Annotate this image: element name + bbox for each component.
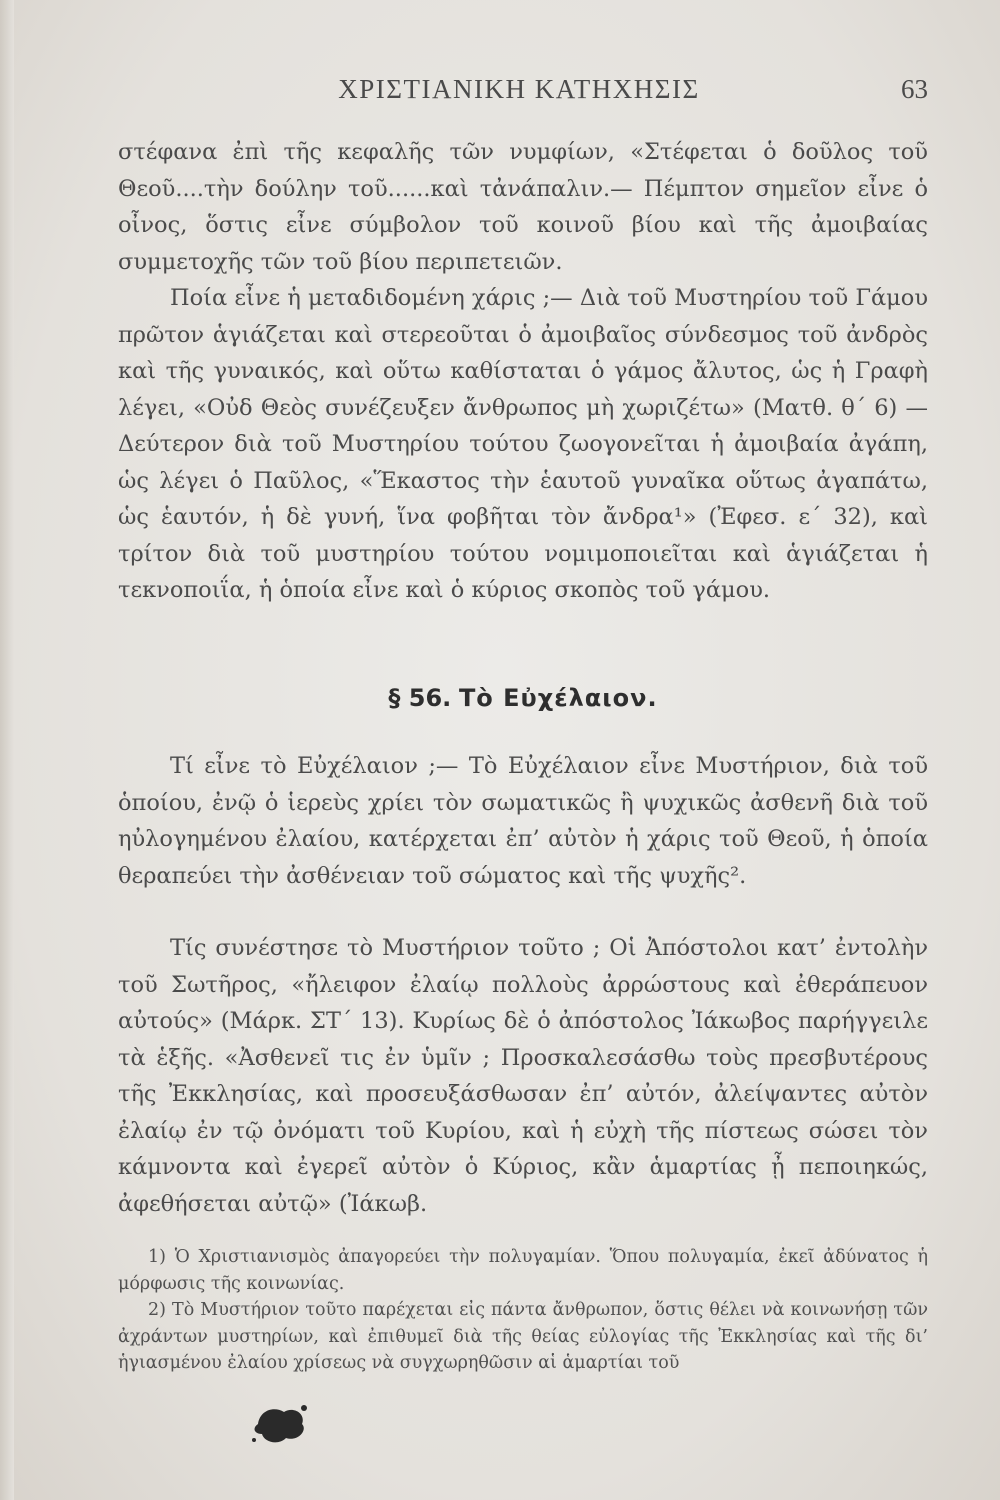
page-header [110,74,928,114]
binding-edge [0,0,14,1500]
paragraph-continuation: στέφανα ἐπὶ τῆς κεφαλῆς τῶν νυμφίων, «Στέφεται ὁ δοῦλος τοῦ Θεοῦ....τὴν δούλην τοῦ......καὶ τἀνάπαλιν.— Πέμπτον σημεῖον εἶνε ὁ οἶνος, ὅστις εἶνε σύμβολον τοῦ κοινοῦ βίου καὶ τῆς ἀμοιβαίας συμμετοχῆς τῶν τοῦ βίου περιπετειῶν. [118,139,928,275]
section-number: § 56. [388,684,452,712]
paragraph-grace: Ποία εἶνε ἡ μεταδιδομένη χάρις ;— Διὰ τοῦ Μυστηρίου τοῦ Γάμου πρῶτον ἁγιάζεται καὶ στερεοῦται ὁ ἀμοιβαῖος σύνδεσμος τοῦ ἀνδρὸς καὶ τῆς γυναικός, καὶ οὕτω καθίσταται ὁ γάμος ἄλυτος, ὡς ἡ Γραφὴ λέγει, «Οὐδ Θεὸς συνέζευξεν ἄνθρωπος μὴ χωριζέτω» (Ματθ. θ΄ 6) — Δεύτερον διὰ τοῦ Μυστηρίου τούτου ζωογονεῖται ἡ ἀμοιβαία ἀγάπη, ὡς λέγει ὁ Παῦλος, «Ἕκαστος τὴν ἑαυτοῦ γυναῖκα οὕτως ἀγαπάτω, ὡς ἑαυτόν, ἡ δὲ γυνή, ἵνα φοβῆται τὸν ἄνδρα¹» (Ἐφεσ. ε΄ 32), καὶ τρίτον διὰ τοῦ μυστηρίου τούτου νομιμοποιεῖται καὶ ἁγιάζεται ἡ τεκνοποιΐα, ἡ ὁποία εἶνε καὶ ὁ κύριος σκοπὸς τοῦ γάμου. [118,285,928,603]
section-heading [118,684,928,712]
footnote-1: 1) Ὁ Χριστιανισμὸς ἀπαγορεύει τὴν πολυγαμίαν. Ὅπου πολυγαμία, ἐκεῖ ἀδύνατος ἡ μόρφωσις τῆς κοινωνίας. [118,1247,928,1294]
page-number: 63 [901,74,928,104]
footnotes [118,1244,928,1377]
paragraph-definition: Τί εἶνε τὸ Εὐχέλαιον ;— Τὸ Εὐχέλαιον εἶνε Μυστήριον, διὰ τοῦ ὁποίου, ἐνῷ ὁ ἱερεὺς χρίει τὸν σωματικῶς ἢ ψυχικῶς ἀσθενῆ διὰ τοῦ ηὐλογημένου ἐλαίου, κατέρχεται ἐπ’ αὐτὸν ἡ χάρις τοῦ Θεοῦ, ἡ ὁποία θεραπεύει τὴν ἀσθένειαν τοῦ σώματος καὶ τῆς ψυχῆς². [118,753,928,889]
paragraph-institution: Τίς συνέστησε τὸ Μυστήριον τοῦτο ; Οἱ Ἀπόστολοι κατ’ ἐντολὴν τοῦ Σωτῆρος, «ἤλειφον ἐλαίῳ πολλοὺς ἀρρώστους καὶ ἐθεράπευον αὐτούς» (Μάρκ. ΣΤ΄ 13). Κυρίως δὲ ὁ ἀπόστολος Ἰάκωβος παρήγγειλε τὰ ἑξῆς. «Ἀσθενεῖ τις ἐν ὑμῖν ; Προσκαλεσάσθω τοὺς πρεσβυτέρους τῆς Ἐκκλησίας, καὶ προσευξάσθωσαν ἐπ’ αὐτόν, ἀλείψαντες αὐτὸν ἐλαίῳ ἐν τῷ ὀνόματι τοῦ Κυρίου, καὶ ἡ εὐχὴ τῆς πίστεως σώσει τὸν κάμνοντα καὶ ἐγερεῖ αὐτὸν ὁ Κύριος, κἂν ἁμαρτίας ᾖ πεποιηκώς, ἀφεθήσεται αὐτῷ» (Ἰάκωβ. [118,935,928,1217]
section-title: Τὸ Εὐχέλαιον. [458,684,658,712]
ink-blot-icon [250,1400,310,1446]
footnote-2: 2) Τὸ Μυστήριον τοῦτο παρέχεται εἰς πάντα ἄνθρωπον, ὅστις θέλει νὰ κοινωνήσῃ τῶν ἀχράντων μυστηρίων, καὶ ἐπιθυμεῖ διὰ τῆς θείας εὐλογίας τῆς Ἐκκλησίας καὶ τῆς δι’ ἡγιασμένου ἐλαίου χρίσεως νὰ συγχωρηθῶσιν αἱ ἁμαρτίαι τοῦ [118,1300,928,1373]
running-title: ΧΡΙΣΤΙΑΝΙΚΗ ΚΑΤΗΧΗΣΙΣ [338,74,700,104]
